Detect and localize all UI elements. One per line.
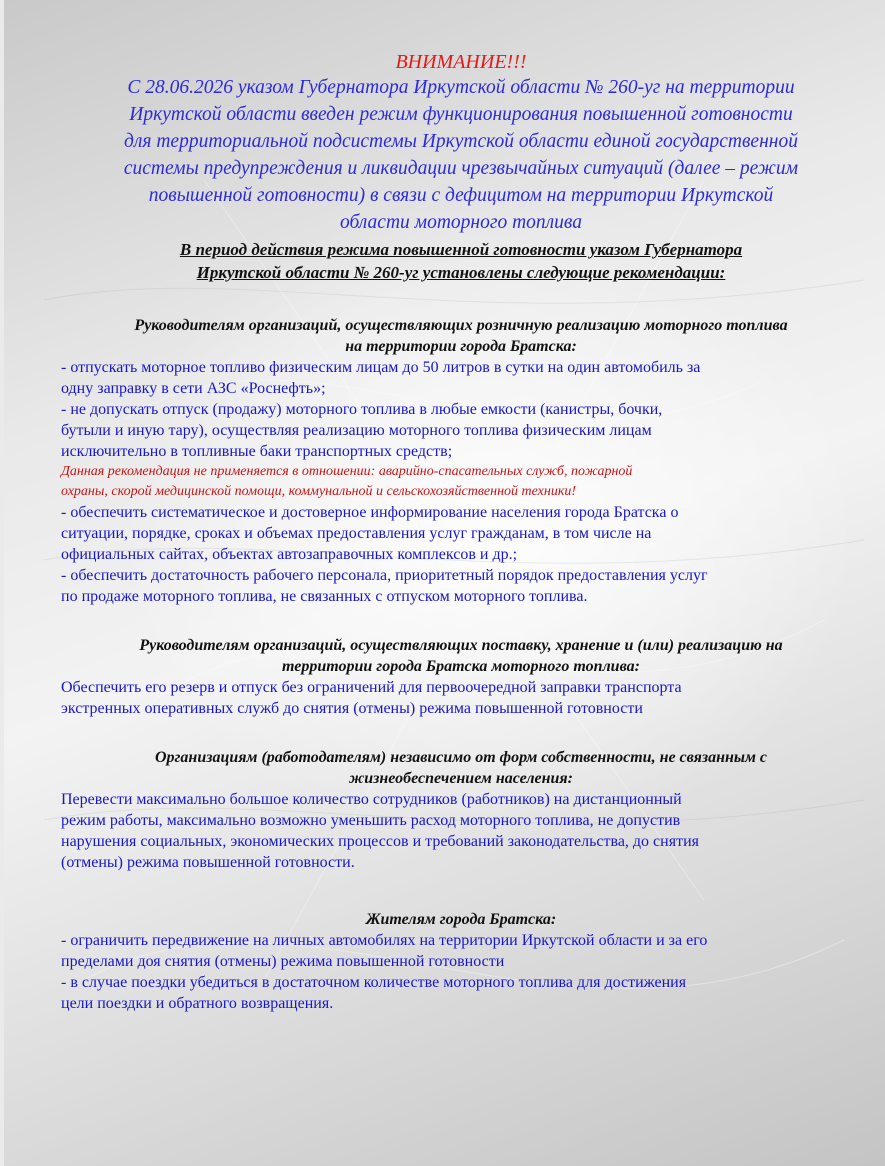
intro-line: повышенной готовности) в связи с дефицитом на территории Иркутской bbox=[148, 185, 774, 206]
intro-line: области моторного топлива bbox=[339, 212, 583, 233]
section-employers bbox=[61, 747, 861, 873]
spacer bbox=[61, 607, 861, 635]
body-line: - отпускать моторное топливо физическим лицам до 50 литров в сутки на один автомобиль за bbox=[61, 359, 701, 376]
residents-item-1 bbox=[61, 930, 861, 972]
section-heading-line: территории города Братска моторного топлива: bbox=[282, 658, 640, 675]
section-supply bbox=[61, 635, 861, 719]
body-line: - обеспечить достаточность рабочего персонала, приоритетный порядок предоставления услуг bbox=[61, 567, 708, 584]
body-line: режим работы, максимально возможно уменьшить расход моторного топлива, не допустив bbox=[61, 812, 681, 829]
retail-item-2 bbox=[61, 399, 861, 462]
intro-line: С 28.06.2026 указом Губернатора Иркутской области № 260-уг на территории bbox=[127, 77, 795, 98]
body-line: - обеспечить систематическое и достоверное информирование населения города Братска о bbox=[61, 504, 679, 521]
notice-content bbox=[61, 50, 861, 1014]
body-line: - ограничить передвижение на личных автомобилях на территории Иркутской области и за его bbox=[61, 932, 708, 949]
body-line: Обеспечить его резерв и отпуск без ограничений для первоочередной заправки транспорта bbox=[61, 679, 682, 696]
spacer bbox=[61, 284, 861, 315]
notice-title: ВНИМАНИЕ!!! bbox=[395, 51, 527, 73]
warning-line: охраны, скорой медицинской помощи, коммунальной и сельскохозяйственной техники! bbox=[61, 484, 577, 499]
subheading-line: В период действия режима повышенной готовности указом Губернатора bbox=[179, 240, 743, 259]
intro-line: Иркутской области введен режим функционирования повышенной готовности bbox=[129, 104, 793, 125]
intro-line: для территориальной подсистемы Иркутской области единой государственной bbox=[124, 131, 798, 152]
body-line: цели поездки и обратного возвращения. bbox=[61, 995, 334, 1012]
retail-item-3 bbox=[61, 502, 861, 565]
intro-line: системы предупреждения и ликвидации чрезвычайных ситуаций (далее – режим bbox=[123, 158, 799, 179]
section-heading-line: Организациям (работодателям) независимо от форм собственности, не связанным с bbox=[154, 749, 768, 766]
residents-item-2 bbox=[61, 972, 861, 1014]
section-heading-line: жизнеобеспечением населения: bbox=[349, 770, 573, 787]
supply-body bbox=[61, 677, 861, 719]
section-heading-line: Руководителям организаций, осуществляющих поставку, хранение и (или) реализацию на bbox=[139, 637, 783, 654]
recommendations-subheading bbox=[61, 238, 861, 284]
body-line: бутыли и иную тару), осуществляя реализацию моторного топлива физическим лицам bbox=[61, 422, 652, 439]
body-line: - не допускать отпуск (продажу) моторного топлива в любые емкости (канистры, бочки, bbox=[61, 401, 663, 418]
body-line: ситуации, порядке, сроках и объемах предоставления услуг гражданам, в том числе на bbox=[61, 525, 652, 542]
body-line: по продаже моторного топлива, не связанных с отпуском моторного топлива. bbox=[61, 588, 588, 605]
body-line: экстренных оперативных служб до снятия (отмены) режима повышенной готовности bbox=[61, 700, 643, 717]
retail-item-1 bbox=[61, 357, 861, 399]
section-heading: Жителям города Братска: bbox=[365, 911, 557, 928]
body-line: - в случае поездки убедиться в достаточном количестве моторного топлива для достижения bbox=[61, 974, 687, 991]
employers-body bbox=[61, 789, 861, 873]
section-residents bbox=[61, 909, 861, 1014]
body-line: (отмены) режима повышенной готовности. bbox=[61, 854, 355, 871]
section-heading-line: на территории города Братска: bbox=[345, 338, 577, 355]
body-line: одну заправку в сети АЗС «Роснефть»; bbox=[61, 380, 326, 397]
spacer bbox=[61, 719, 861, 747]
retail-exception-note bbox=[61, 462, 861, 502]
section-retail bbox=[61, 315, 861, 607]
section-heading-line: Руководителям организаций, осуществляющих розничную реализацию моторного топлива bbox=[134, 317, 788, 334]
spacer bbox=[61, 873, 861, 909]
body-line: официальных сайтах, объектах автозаправочных комплексов и др.; bbox=[61, 546, 518, 563]
body-line: Перевести максимально большое количество сотрудников (работников) на дистанционный bbox=[61, 791, 682, 808]
warning-line: Данная рекомендация не применяется в отношении: аварийно-спасательных служб, пожарной bbox=[61, 464, 633, 479]
notice-intro bbox=[61, 74, 861, 236]
subheading-line: Иркутской области № 260-уг установлены следующие рекомендации: bbox=[196, 263, 726, 282]
body-line: исключительно в топливные баки транспортных средств; bbox=[61, 443, 453, 460]
body-line: пределами доя снятия (отмены) режима повышенной готовности bbox=[61, 953, 505, 970]
retail-item-4 bbox=[61, 565, 861, 607]
body-line: нарушения социальных, экономических процессов и требований законодательства, до снятия bbox=[61, 833, 699, 850]
